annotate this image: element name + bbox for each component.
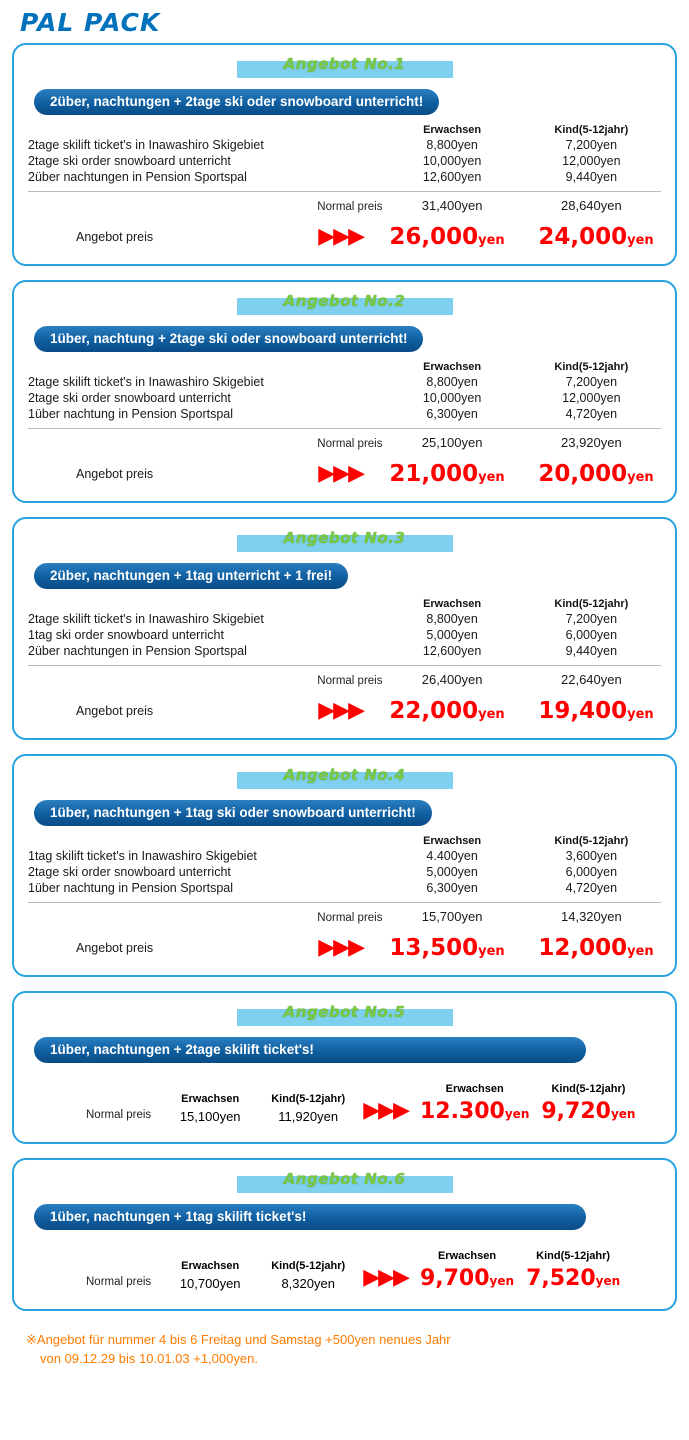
row-label: 1über nachtung in Pension Sportspal (28, 881, 234, 895)
offer-heading-label: Angebot No.2 (283, 292, 406, 310)
table-row (28, 848, 661, 864)
normal-adult-price: 15,100yen (179, 1109, 241, 1124)
normal-price-section-2 (28, 428, 661, 451)
offer-heading-6 (28, 1170, 661, 1196)
col-header-adult: Erwachsen (445, 1083, 504, 1095)
col-header-adult: Erwachsen (423, 124, 482, 136)
offer-table-1 (28, 123, 661, 185)
offer-adult-block (414, 1083, 535, 1124)
offer-price-label: Angebot preis (76, 941, 154, 955)
table-row (28, 643, 661, 659)
page-title: PAL PACK (20, 8, 161, 37)
col-header-adult: Erwachsen (423, 835, 482, 847)
row-adult-price: 10,000yen (422, 154, 482, 168)
footnote (0, 1325, 689, 1389)
row-adult-price: 10,000yen (422, 391, 482, 405)
normal-price-label: Normal preis (317, 912, 383, 924)
offer-kid-price: 24,000yen (538, 224, 654, 250)
offer-price-row-6 (28, 1250, 661, 1295)
row-kid-price: 6,000yen (565, 628, 618, 642)
offer-heading-label: Angebot No.4 (283, 766, 406, 784)
table-header-row (28, 360, 661, 374)
offer-heading-label: Angebot No.6 (283, 1170, 406, 1188)
offer-adult-price: 9,700yen (419, 1266, 515, 1291)
col-header-adult: Erwachsen (423, 361, 482, 373)
heading-underline-icon (237, 312, 453, 315)
row-kid-price: 6,000yen (565, 865, 618, 879)
offer-heading-5 (28, 1003, 661, 1029)
table-header-row (28, 597, 661, 611)
row-kid-price: 9,440yen (565, 644, 618, 658)
row-kid-price: 7,200yen (565, 138, 618, 152)
normal-kid-price: 14,320yen (561, 909, 622, 924)
arrows-icon: ▶▶▶ (318, 224, 363, 249)
normal-price-section-1 (28, 191, 661, 214)
heading-underline-icon (237, 1190, 453, 1193)
table-row (28, 153, 661, 169)
row-label: 2tage ski order snowboard unterricht (28, 865, 231, 879)
normal-price-label: Normal preis (86, 1109, 152, 1121)
offer-card-4 (12, 754, 677, 977)
offer-adult-price: 22,000yen (389, 698, 505, 724)
offer-price-row-1 (28, 224, 661, 250)
col-header-adult: Erwachsen (437, 1250, 497, 1262)
row-kid-price: 4,720yen (565, 881, 618, 895)
row-label: 2tage ski order snowboard unterricht (28, 154, 231, 168)
offer-adult-price: 12.300yen (419, 1099, 530, 1124)
offer-kid-price: 19,400yen (538, 698, 654, 724)
row-label: 2tage skilift ticket's in Inawashiro Skigebiet (28, 375, 264, 389)
offer-price-label: Angebot preis (76, 467, 154, 481)
offer-card-3 (12, 517, 677, 740)
offer-adult-price: 13,500yen (389, 935, 505, 961)
row-label: 2tage ski order snowboard unterricht (28, 391, 231, 405)
offer-heading-3 (28, 529, 661, 555)
table-row (28, 880, 661, 896)
normal-price-label: Normal preis (86, 1276, 152, 1288)
col-header-kid: Kind(5-12jahr) (536, 1250, 611, 1262)
table-row (28, 137, 661, 153)
offer-adult-block (414, 1250, 520, 1291)
row-adult-price: 8,800yen (426, 138, 478, 152)
row-adult-price: 4.400yen (426, 849, 478, 863)
arrows-icon: ▶▶▶ (363, 1265, 408, 1290)
offer-kid-price: 7,520yen (526, 1266, 621, 1291)
offer-adult-price: 21,000yen (389, 461, 505, 487)
heading-underline-icon (237, 75, 453, 78)
row-label: 2über nachtungen in Pension Sportspal (28, 644, 247, 658)
offer-kid-price: 20,000yen (538, 461, 654, 487)
row-adult-price: 5,000yen (426, 628, 478, 642)
arrows-icon: ▶▶▶ (363, 1098, 408, 1123)
offer-kid-block (520, 1250, 626, 1291)
table-row (28, 627, 661, 643)
offer-adult-price: 26,000yen (389, 224, 505, 250)
normal-kid-price: 22,640yen (561, 672, 622, 687)
offer-heading-label: Angebot No.3 (283, 529, 406, 547)
col-header-kid: Kind(5-12jahr) (554, 124, 629, 136)
normal-adult-price: 15,700yen (421, 909, 483, 924)
row-adult-price: 8,800yen (426, 375, 478, 389)
offer-price-row-4 (28, 935, 661, 961)
offer-table-3 (28, 597, 661, 659)
normal-price-row (28, 434, 661, 451)
offer-kid-price: 9,720yen (541, 1099, 636, 1124)
normal-kid-price: 8,320yen (281, 1276, 335, 1291)
heading-underline-icon (237, 549, 453, 552)
offer-heading-2 (28, 292, 661, 318)
offer-price-label: Angebot preis (76, 230, 154, 244)
row-adult-price: 12,600yen (422, 644, 482, 658)
row-kid-price: 9,440yen (565, 170, 618, 184)
offer-heading-4 (28, 766, 661, 792)
offer-card-5 (12, 991, 677, 1144)
offer-table-4 (28, 834, 661, 896)
offer-heading-1 (28, 55, 661, 81)
normal-kid-block (259, 1260, 357, 1291)
normal-price-row (28, 908, 661, 925)
col-header-kid: Kind(5-12jahr) (554, 598, 629, 610)
row-kid-price: 7,200yen (565, 612, 618, 626)
normal-price-row (28, 197, 661, 214)
offer-price-label: Angebot preis (76, 704, 154, 718)
normal-price-label: Normal preis (317, 438, 383, 450)
normal-adult-price: 26,400yen (421, 672, 483, 687)
normal-kid-price: 11,920yen (278, 1109, 339, 1124)
col-header-adult: Erwachsen (181, 1260, 240, 1272)
arrows-icon: ▶▶▶ (318, 935, 363, 960)
row-kid-price: 7,200yen (565, 375, 618, 389)
row-label: 2über nachtungen in Pension Sportspal (28, 170, 247, 184)
row-adult-price: 6,300yen (426, 407, 478, 421)
table-header-row (28, 834, 661, 848)
normal-price-label: Normal preis (317, 675, 383, 687)
row-kid-price: 3,600yen (565, 849, 618, 863)
offer-banner-1: 2über, nachtungen + 2tage ski oder snowboard unterricht! (34, 89, 439, 115)
normal-adult-block (161, 1093, 259, 1124)
row-adult-price: 5,000yen (426, 865, 478, 879)
normal-kid-price: 28,640yen (561, 198, 622, 213)
offer-card-6 (12, 1158, 677, 1311)
row-label: 1über nachtung in Pension Sportspal (28, 407, 234, 421)
offer-banner-2: 1über, nachtung + 2tage ski oder snowboard unterricht! (34, 326, 423, 352)
col-header-kid: Kind(5-12jahr) (551, 1083, 626, 1095)
table-row (28, 169, 661, 185)
offer-card-1 (12, 43, 677, 266)
table-header-row (28, 123, 661, 137)
col-header-kid: Kind(5-12jahr) (271, 1260, 346, 1272)
row-label: 2tage skilift ticket's in Inawashiro Skigebiet (28, 612, 264, 626)
offer-heading-label: Angebot No.5 (283, 1003, 406, 1021)
normal-price-section-3 (28, 665, 661, 688)
offer-heading-label: Angebot No.1 (283, 55, 406, 73)
row-adult-price: 6,300yen (426, 881, 478, 895)
table-row (28, 374, 661, 390)
normal-price-section-4 (28, 902, 661, 925)
normal-price-label: Normal preis (317, 201, 383, 213)
row-kid-price: 12,000yen (562, 391, 621, 405)
table-row (28, 611, 661, 627)
offer-banner-3: 2über, nachtungen + 1tag unterricht + 1 frei! (34, 563, 348, 589)
offer-banner-5: 1über, nachtungen + 2tage skilift ticket's! (34, 1037, 586, 1063)
offer-kid-block (535, 1083, 641, 1124)
arrows-icon: ▶▶▶ (318, 698, 363, 723)
normal-kid-price: 23,920yen (561, 435, 622, 450)
row-adult-price: 12,600yen (422, 170, 482, 184)
footnote-line-2: von 09.12.29 bis 10.01.03 +1,000yen. (40, 1350, 258, 1366)
row-kid-price: 4,720yen (565, 407, 618, 421)
footnote-line-1: ※Angebot für nummer 4 bis 6 Freitag und Samstag +500yen nenues Jahr (26, 1332, 451, 1347)
table-row (28, 864, 661, 880)
offer-price-row-2 (28, 461, 661, 487)
col-header-kid: Kind(5-12jahr) (554, 361, 629, 373)
offer-price-row-5 (28, 1083, 661, 1128)
col-header-adult: Erwachsen (423, 598, 482, 610)
normal-price-row (28, 671, 661, 688)
heading-underline-icon (237, 1023, 453, 1026)
arrows-icon: ▶▶▶ (318, 461, 363, 486)
table-row (28, 390, 661, 406)
col-header-kid: Kind(5-12jahr) (271, 1093, 346, 1105)
row-label: 1tag ski order snowboard unterricht (28, 628, 224, 642)
offer-card-2 (12, 280, 677, 503)
col-header-kid: Kind(5-12jahr) (554, 835, 629, 847)
normal-adult-price: 25,100yen (421, 435, 483, 450)
normal-adult-price: 10,700yen (179, 1276, 241, 1291)
col-header-adult: Erwachsen (181, 1093, 240, 1105)
offer-kid-price: 12,000yen (538, 935, 654, 961)
row-label: 2tage skilift ticket's in Inawashiro Skigebiet (28, 138, 264, 152)
offer-table-2 (28, 360, 661, 422)
offer-price-row-3 (28, 698, 661, 724)
normal-adult-block (161, 1260, 259, 1291)
normal-adult-price: 31,400yen (421, 198, 483, 213)
offer-banner-6: 1über, nachtungen + 1tag skilift ticket's! (34, 1204, 586, 1230)
row-adult-price: 8,800yen (426, 612, 478, 626)
row-label: 1tag skilift ticket's in Inawashiro Skigebiet (28, 849, 257, 863)
table-row (28, 406, 661, 422)
heading-underline-icon (237, 786, 453, 789)
row-kid-price: 12,000yen (562, 154, 621, 168)
offer-banner-4: 1über, nachtungen + 1tag ski oder snowboard unterricht! (34, 800, 432, 826)
normal-kid-block (259, 1093, 357, 1124)
